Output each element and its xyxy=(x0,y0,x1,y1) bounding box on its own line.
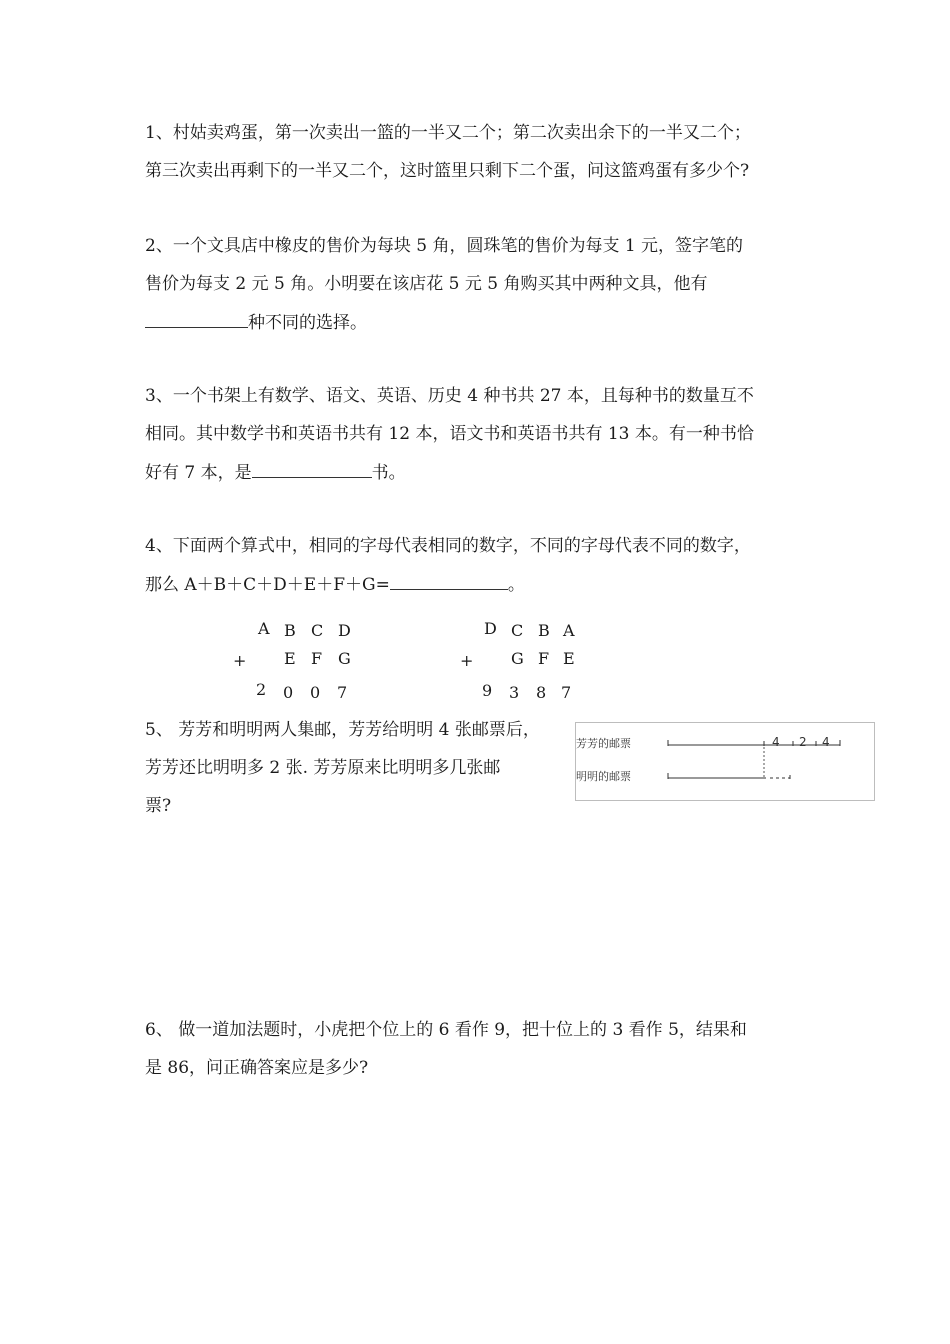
q1-line-1: 1、村姑卖鸡蛋，第一次卖出一篮的一半又二个；第二次卖出余下的一半又二个； xyxy=(145,123,751,143)
q4-line-2-prefix: 那么 A＋B＋C＋D＋E＋F＋G= xyxy=(145,575,390,595)
q3-line-1: 3、一个书架上有数学、语文、英语、历史 4 种书共 27 本，且每种书的数量互不 xyxy=(145,386,754,406)
q3-line-3-suffix: 书。 xyxy=(371,463,406,483)
q2-line-3 xyxy=(145,311,367,334)
left-top-digit: C xyxy=(311,621,324,640)
q1-line-2: 第三次卖出再剩下的一半又二个，这时篮里只剩下二个蛋，问这篮鸡蛋有多少个? xyxy=(145,161,750,181)
q5-segment-diagram xyxy=(575,722,875,801)
right-mid-digit: E xyxy=(563,649,575,668)
q2-line-2: 售价为每支 2 元 5 角。小明要在该店花 5 元 5 角购买其中两种文具，他有 xyxy=(145,274,708,294)
left-top-digit: A xyxy=(258,619,270,638)
q5-line-2: 芳芳还比明明多 2 张. 芳芳原来比明明多几张邮 xyxy=(145,758,501,778)
mingming-stamps-label: 明明的邮票 xyxy=(576,770,631,783)
right-result-digit: 7 xyxy=(561,683,572,702)
left-plus-sign: + xyxy=(233,651,247,670)
q5-line-3: 票? xyxy=(145,796,172,816)
right-top-digit: A xyxy=(563,621,575,640)
left-result-digit: 0 xyxy=(283,683,294,702)
right-result-digit: 8 xyxy=(536,683,547,702)
q2-line-1: 2、一个文具店中橡皮的售价为每块 5 角，圆珠笔的售价为每支 1 元，签字笔的 xyxy=(145,236,744,256)
q4-line-2 xyxy=(145,573,525,596)
right-result-digit: 9 xyxy=(482,681,493,700)
q2-answer-blank[interactable] xyxy=(145,311,248,328)
segment-label-2: 2 xyxy=(799,735,807,749)
left-top-digit: D xyxy=(338,621,351,640)
right-top-digit: C xyxy=(511,621,524,640)
fangfang-stamps-label: 芳芳的邮票 xyxy=(576,737,631,750)
q5-line-1: 5、 芳芳和明明两人集邮，芳芳给明明 4 张邮票后， xyxy=(145,720,540,740)
q3-line-3 xyxy=(145,461,406,484)
left-mid-digit: F xyxy=(311,649,323,668)
left-result-digit: 2 xyxy=(256,680,267,699)
left-mid-digit: G xyxy=(338,649,351,668)
segment-label-1: 4 xyxy=(772,735,780,749)
q4-answer-blank[interactable] xyxy=(390,573,508,590)
q3-answer-blank[interactable] xyxy=(252,461,372,478)
right-top-digit: B xyxy=(538,621,550,640)
q6-line-2: 是 86，问正确答案应是多少? xyxy=(145,1058,369,1078)
q3-line-2: 相同。其中数学书和英语书共有 12 本，语文书和英语书共有 13 本。有一种书恰 xyxy=(145,424,754,444)
left-mid-digit: E xyxy=(284,649,296,668)
left-result-digit: 7 xyxy=(337,683,348,702)
left-top-digit: B xyxy=(284,621,296,640)
q4-line-1: 4、下面两个算式中，相同的字母代表相同的数字，不同的字母代表不同的数字， xyxy=(145,536,751,556)
segment-label-3: 4 xyxy=(822,735,830,749)
right-top-digit: D xyxy=(484,619,497,638)
left-result-digit: 0 xyxy=(310,683,321,702)
q2-line-3-suffix: 种不同的选择。 xyxy=(248,313,367,333)
q4-line-2-suffix: 。 xyxy=(507,575,525,595)
right-plus-sign: + xyxy=(460,651,474,670)
q3-line-3-prefix: 好有 7 本，是 xyxy=(145,463,252,483)
right-mid-digit: G xyxy=(511,649,524,668)
q6-line-1: 6、 做一道加法题时，小虎把个位上的 6 看作 9，把十位上的 3 看作 5，结果和 xyxy=(145,1020,747,1040)
right-result-digit: 3 xyxy=(509,683,520,702)
right-mid-digit: F xyxy=(538,649,550,668)
